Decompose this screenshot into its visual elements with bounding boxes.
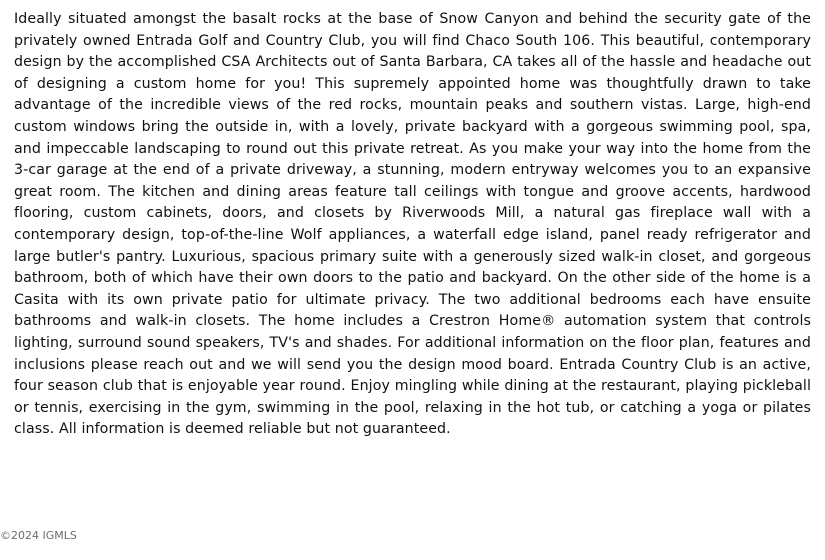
- copyright-watermark: ©2024 IGMLS: [0, 529, 77, 542]
- listing-description: Ideally situated amongst the basalt rocks at the base of Snow Canyon and behind the security gate of the privately owned Entrada Golf and Country Club, you will find Chaco South 106. This beautiful, contemporary design by the accomplished CSA Architects out of Santa Barbara, CA takes all of the hassle and headache out of designing a custom home for you! This supremely appointed home was thoughtfully drawn to take advantage of the incredible views of the red rocks, mountain peaks and southern vistas. Large, high-end custom windows bring the outside in, with a lovely, private backyard with a gorgeous swimming pool, spa, and impeccable landscaping to round out this private retreat. As you make your way into the home from the 3-car garage at the end of a private driveway, a stunning, modern entryway welcomes you to an expansive great room. The kitchen and dining areas feature tall ceilings with tongue and groove accents, hardwood flooring, custom cabinets, doors, and closets by Riverwoods Mill, a natural gas fireplace wall with a contemporary design, top-of-the-line Wolf appliances, a waterfall edge island, panel ready refrigerator and large butler's pantry. Luxurious, spacious primary suite with a generously sized walk-in closet, and gorgeous bathroom, both of which have their own doors to the patio and backyard. On the other side of the home is a Casita with its own private patio for ultimate privacy. The two additional bedrooms each have ensuite bathrooms and walk-in closets. The home includes a Crestron Home® automation system that controls lighting, surround sound speakers, TV's and shades. For additional information on the floor plan, features and inclusions please reach out and we will send you the design mood board. Entrada Country Club is an active, four season club that is enjoyable year round. Enjoy mingling while dining at the restaurant, playing pickleball or tennis, exercising in the gym, swimming in the pool, relaxing in the hot tub, or catching a yoga or pilates class. All information is deemed reliable but not guaranteed.: [14, 11, 811, 438]
